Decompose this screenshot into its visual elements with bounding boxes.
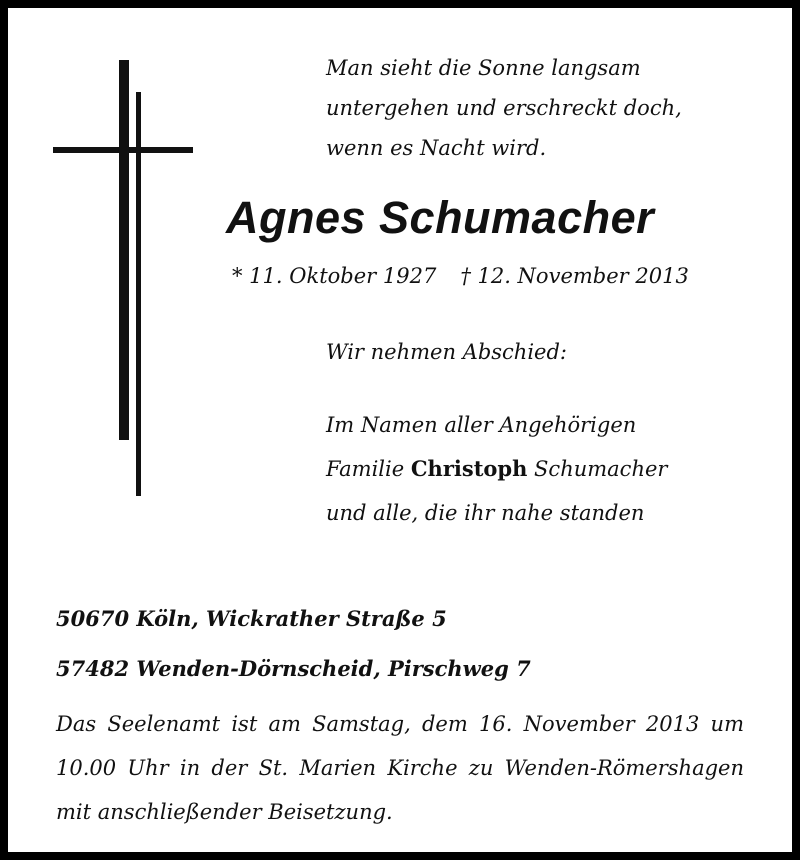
cross-vertical-main [119,60,129,440]
family-line-1: Im Namen aller Angehörigen [326,413,637,437]
deceased-name: Agnes Schumacher [226,192,655,243]
family-line-2 [326,447,667,491]
birth-date: * 11. Oktober 1927 [232,264,437,288]
family-first-name: Christoph [410,456,528,481]
farewell-heading: Wir nehmen Abschied: [326,340,567,364]
family-line-3: und alle, die ihr nahe standen [326,501,645,525]
address-1: 50670 Köln, Wickrather Straße 5 [56,606,447,631]
family-surname: Schumacher [534,457,668,481]
cross-horizontal [53,147,193,153]
family-signature [326,403,667,535]
death-date: † 12. November 2013 [460,264,689,288]
life-dates [232,264,689,288]
verse-quote [326,48,682,168]
verse-line-3: wenn es Nacht wird. [326,136,547,160]
verse-line-2: untergehen und erschreckt doch, [326,96,682,120]
family-prefix: Familie [326,457,405,481]
verse-line-1: Man sieht die Sonne langsam [326,56,641,80]
address-2: 57482 Wenden-Dörnscheid, Pirschweg 7 [56,656,531,681]
service-announcement: Das Seelenamt ist am Samstag, dem 16. November 2013 um 10.00 Uhr in der St. Marien Kirche zu Wenden-Römershagen mit anschließender Beisetzung. [56,712,744,824]
